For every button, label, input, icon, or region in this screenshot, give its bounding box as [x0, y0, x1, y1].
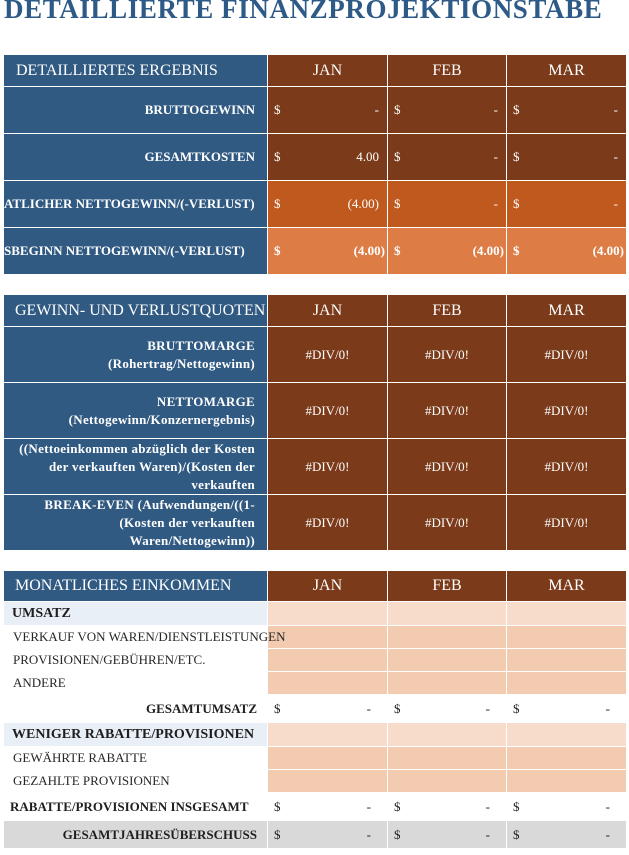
discount-total-label: RABATTE/PROVISIONEN INSGESAMT: [4, 793, 268, 821]
table-row: [4, 228, 627, 275]
row-label: SBEGINN NETTOGEWINN/(-VERLUST): [4, 228, 268, 275]
input-cell[interactable]: [268, 723, 388, 747]
value-cell: #DIV/0!: [507, 495, 627, 551]
table-row: [4, 747, 627, 770]
value-cell: -: [605, 798, 610, 814]
value-cell: -: [605, 826, 610, 842]
value-cell: #DIV/0!: [388, 383, 507, 439]
total-row: [4, 695, 627, 723]
table-row: [4, 649, 627, 672]
input-cell[interactable]: [388, 747, 507, 770]
value-cell: #DIV/0!: [507, 439, 627, 495]
input-cell[interactable]: [388, 602, 507, 626]
currency-symbol: $: [513, 700, 520, 716]
value-cell: -: [493, 102, 498, 117]
currency-symbol: $: [394, 196, 401, 211]
row-label: BRUTTOMARGE (Rohertrag/Nettogewinn): [4, 327, 268, 383]
ratios-header-row: [4, 295, 627, 327]
table-row: [4, 439, 627, 495]
month-header: FEB: [388, 55, 507, 87]
input-cell[interactable]: [268, 747, 388, 770]
value-cell: (4.00): [472, 243, 504, 258]
section-header-row: [4, 723, 627, 747]
table-row: [4, 181, 627, 228]
month-header: FEB: [388, 295, 507, 327]
value-cell: -: [366, 826, 371, 842]
month-header: JAN: [268, 55, 388, 87]
sales-total-label: GESAMTUMSATZ: [4, 695, 268, 723]
input-cell[interactable]: [268, 770, 388, 793]
value-cell: -: [366, 700, 371, 716]
value-cell: #DIV/0!: [268, 495, 388, 551]
table-row: [4, 626, 627, 649]
input-cell[interactable]: [388, 626, 507, 649]
currency-symbol: $: [274, 700, 281, 716]
detailed-result-table: [3, 54, 627, 275]
value-cell: #DIV/0!: [268, 383, 388, 439]
value-cell: #DIV/0!: [507, 383, 627, 439]
row-label: GESAMTKOSTEN: [4, 134, 268, 181]
currency-symbol: $: [513, 196, 520, 211]
value-cell: #DIV/0!: [268, 439, 388, 495]
currency-symbol: $: [513, 102, 520, 117]
value-cell: -: [613, 102, 618, 117]
currency-symbol: $: [394, 243, 401, 258]
input-cell[interactable]: [507, 723, 627, 747]
input-cell[interactable]: [268, 602, 388, 626]
input-cell[interactable]: [507, 602, 627, 626]
row-label: VERKAUF VON WAREN/DIENSTLEISTUNGEN: [4, 626, 268, 649]
row-label: ATLICHER NETTOGEWINN/(-VERLUST): [4, 181, 268, 228]
value-cell: -: [613, 196, 618, 211]
value-cell: -: [485, 700, 490, 716]
input-cell[interactable]: [507, 672, 627, 695]
month-header: JAN: [268, 571, 388, 602]
grand-total-row: [4, 821, 627, 849]
currency-symbol: $: [513, 243, 520, 258]
section-header-row: [4, 602, 627, 626]
currency-symbol: $: [394, 826, 401, 842]
value-cell: -: [493, 196, 498, 211]
input-cell[interactable]: [268, 672, 388, 695]
value-cell: -: [485, 798, 490, 814]
value-cell: #DIV/0!: [388, 495, 507, 551]
input-cell[interactable]: [507, 649, 627, 672]
table-row: [4, 327, 627, 383]
table-row: [4, 495, 627, 551]
input-cell[interactable]: [507, 747, 627, 770]
ratios-header: GEWINN- UND VERLUSTQUOTEN: [4, 295, 268, 327]
value-cell: (4.00): [353, 243, 385, 258]
input-cell[interactable]: [388, 770, 507, 793]
value-cell: -: [605, 700, 610, 716]
detailed-result-header-row: [4, 55, 627, 87]
page-title: DETAILLIERTE FINANZPROJEKTIONSTABE: [4, 0, 603, 24]
month-header: MAR: [507, 571, 627, 602]
value-cell: #DIV/0!: [388, 439, 507, 495]
row-label: BREAK-EVEN (Aufwendungen/((1-(Kosten der verkauften Waren/Nettogewinn)): [4, 495, 268, 551]
currency-symbol: $: [274, 798, 281, 814]
row-label: ANDERE: [4, 672, 268, 695]
input-cell[interactable]: [388, 672, 507, 695]
input-cell[interactable]: [507, 626, 627, 649]
currency-symbol: $: [394, 149, 401, 164]
grand-total-label: GESAMTJAHRESÜBERSCHUSS: [4, 821, 268, 849]
value-cell: #DIV/0!: [388, 327, 507, 383]
value-cell: (4.00): [347, 196, 379, 211]
currency-symbol: $: [513, 149, 520, 164]
table-row: [4, 383, 627, 439]
table-row: [4, 134, 627, 181]
total-row: [4, 793, 627, 821]
value-cell: -: [493, 149, 498, 164]
sales-section-header: UMSATZ: [4, 602, 268, 626]
month-header: FEB: [388, 571, 507, 602]
row-label: BRUTTOGEWINN: [4, 87, 268, 134]
income-header-row: [4, 571, 627, 602]
value-cell: (4.00): [592, 243, 624, 258]
currency-symbol: $: [274, 196, 281, 211]
discount-section-header: WENIGER RABATTE/PROVISIONEN: [4, 723, 268, 747]
currency-symbol: $: [274, 149, 281, 164]
currency-symbol: $: [274, 243, 281, 258]
input-cell[interactable]: [507, 770, 627, 793]
currency-symbol: $: [513, 798, 520, 814]
currency-symbol: $: [274, 826, 281, 842]
currency-symbol: $: [394, 102, 401, 117]
row-label: NETTOMARGE (Nettogewinn/Konzernergebnis): [4, 383, 268, 439]
profit-loss-ratios-table: [3, 294, 627, 551]
month-header: MAR: [507, 295, 627, 327]
row-label: ((Nettoeinkommen abzüglich der Kosten der verkauften Waren)/(Kosten der verkauften: [4, 439, 268, 495]
value-cell: -: [366, 798, 371, 814]
table-row: [4, 87, 627, 134]
currency-symbol: $: [513, 826, 520, 842]
value-cell: -: [613, 149, 618, 164]
detailed-result-header: DETAILLIERTES ERGEBNIS: [4, 55, 268, 87]
table-row: [4, 770, 627, 793]
month-header: MAR: [507, 55, 627, 87]
value-cell: -: [374, 102, 379, 117]
income-header: MONATLICHES EINKOMMEN: [4, 571, 268, 602]
value-cell: #DIV/0!: [268, 327, 388, 383]
row-label: GEWÄHRTE RABATTE: [4, 747, 268, 770]
monthly-income-table: [3, 570, 627, 849]
currency-symbol: $: [274, 102, 281, 117]
currency-symbol: $: [394, 700, 401, 716]
row-label: PROVISIONEN/GEBÜHREN/ETC.: [4, 649, 268, 672]
table-row: [4, 672, 627, 695]
input-cell[interactable]: [268, 649, 388, 672]
row-label: GEZAHLTE PROVISIONEN: [4, 770, 268, 793]
input-cell[interactable]: [388, 723, 507, 747]
value-cell: 4.00: [356, 149, 379, 164]
month-header: JAN: [268, 295, 388, 327]
input-cell[interactable]: [388, 649, 507, 672]
value-cell: #DIV/0!: [507, 327, 627, 383]
currency-symbol: $: [394, 798, 401, 814]
value-cell: -: [485, 826, 490, 842]
